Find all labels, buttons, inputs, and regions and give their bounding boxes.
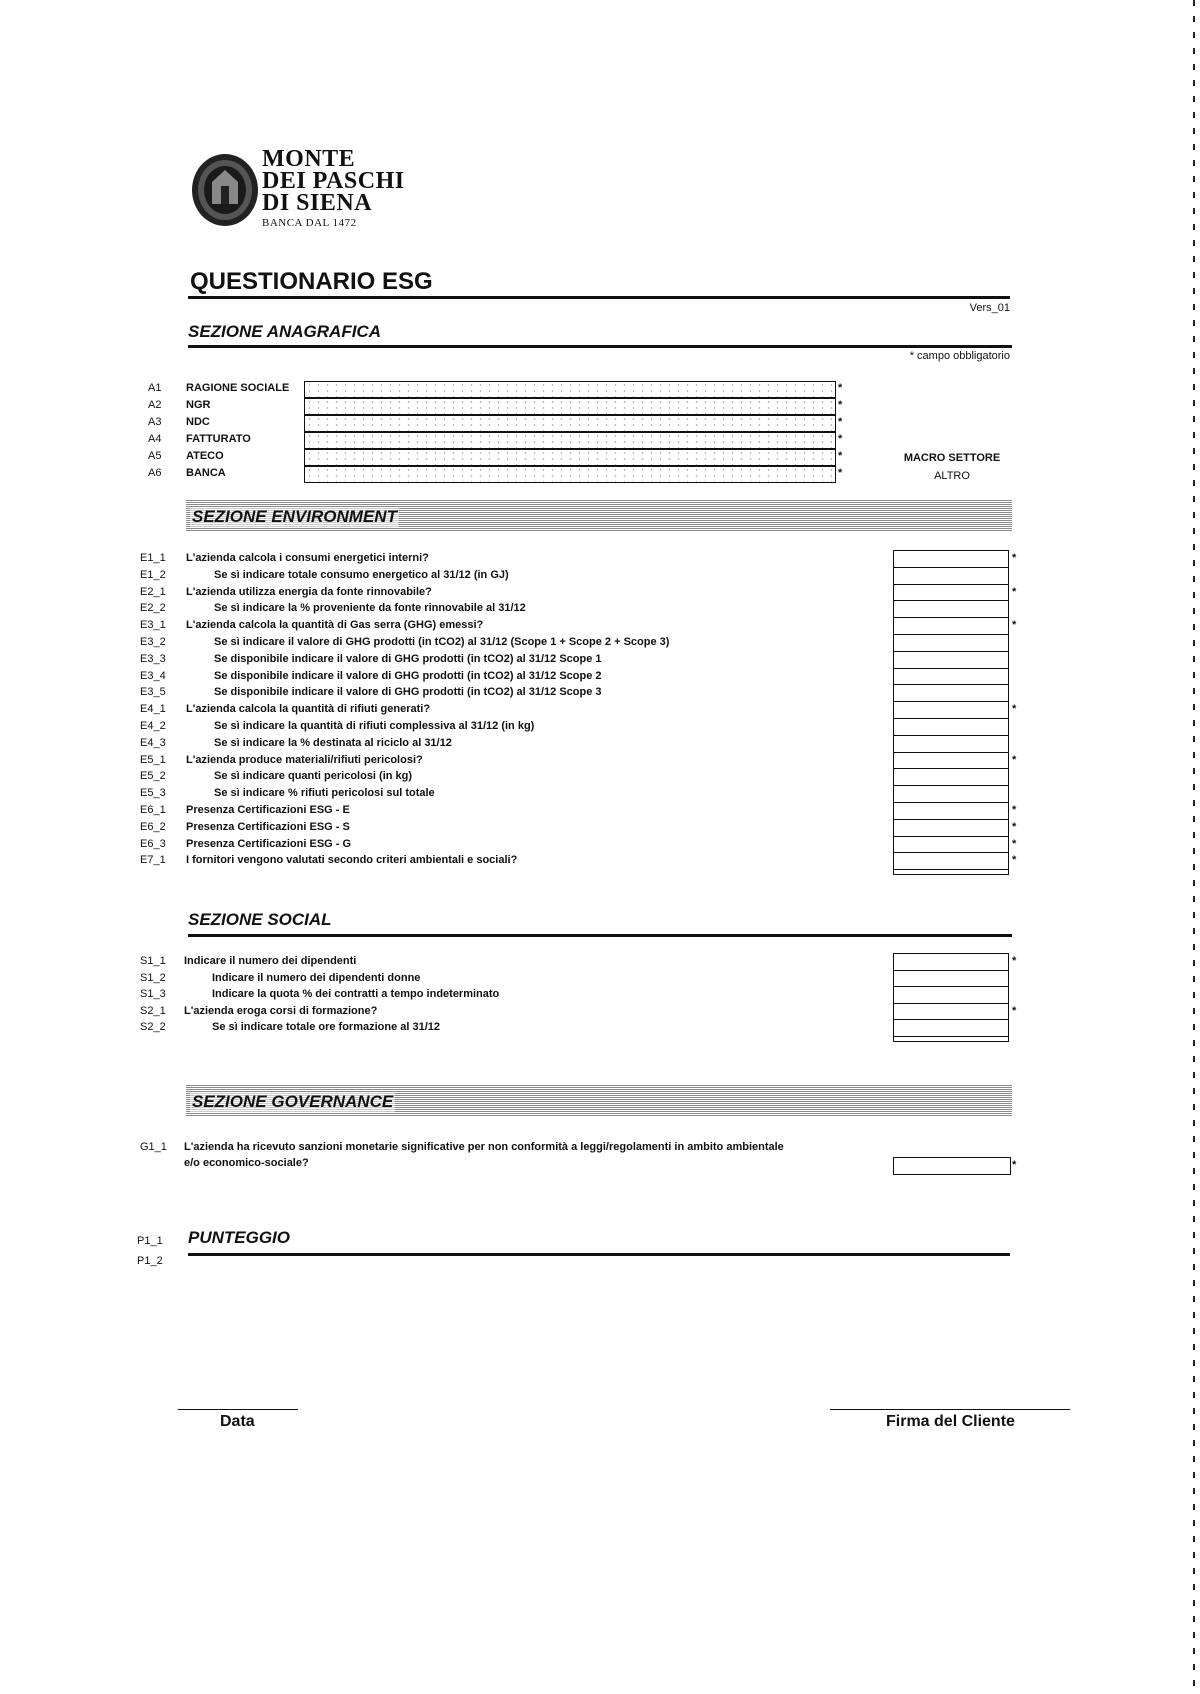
- client-signature-label: Firma del Cliente: [886, 1413, 1015, 1430]
- question-code: E1_1: [140, 552, 166, 564]
- required-marker: *: [1012, 838, 1017, 850]
- question-code: S1_2: [140, 972, 166, 984]
- question-code: E1_2: [140, 569, 166, 581]
- question-text: Presenza Certificazioni ESG - S: [186, 821, 350, 833]
- required-marker: *: [838, 467, 843, 479]
- social-answer-cell[interactable]: [894, 954, 1008, 971]
- question-code: S2_1: [140, 1005, 166, 1017]
- section-title-governance: SEZIONE GOVERNANCE: [192, 1092, 394, 1111]
- question-text: Se sì indicare la % destinata al riciclo al 31/12: [214, 737, 452, 749]
- environment-answer-cell[interactable]: [894, 702, 1008, 719]
- social-answer-cell[interactable]: [894, 1020, 1008, 1037]
- environment-answer-column: [893, 550, 1009, 875]
- question-code: E3_2: [140, 636, 166, 648]
- required-marker: *: [838, 433, 843, 445]
- question-code: E3_1: [140, 619, 166, 631]
- required-marker: *: [1012, 619, 1017, 631]
- field-code: A3: [148, 416, 162, 428]
- field-label: ATECO: [186, 450, 224, 462]
- environment-answer-cell[interactable]: [894, 568, 1008, 585]
- required-marker: *: [1012, 854, 1017, 866]
- social-answer-cell[interactable]: [894, 1004, 1008, 1021]
- required-marker: *: [838, 450, 843, 462]
- environment-answer-cell[interactable]: [894, 769, 1008, 786]
- required-marker: *: [1012, 955, 1017, 967]
- logo-subtitle: BANCA DAL 1472: [262, 217, 357, 229]
- environment-answer-cell[interactable]: [894, 635, 1008, 652]
- question-text: I fornitori vengono valutati secondo criteri ambientali e sociali?: [186, 854, 518, 866]
- field-label: NGR: [186, 399, 211, 411]
- field-code: A6: [148, 467, 162, 479]
- field-label: NDC: [186, 416, 210, 428]
- question-text: Se disponibile indicare il valore di GHG prodotti (in tCO2) al 31/12 Scope 1: [214, 653, 602, 665]
- environment-answer-cell[interactable]: [894, 585, 1008, 602]
- governance-question-line-1: L'azienda ha ricevuto sanzioni monetarie significative per non conformità a leggi/regolamenti in ambito ambientale: [184, 1141, 784, 1153]
- question-text: Presenza Certificazioni ESG - E: [186, 804, 350, 816]
- field-label: BANCA: [186, 467, 226, 479]
- scan-edge-artifact: [1193, 0, 1195, 1694]
- date-signature-line: [178, 1409, 298, 1410]
- question-text: Indicare il numero dei dipendenti donne: [212, 972, 421, 984]
- question-code: E6_1: [140, 804, 166, 816]
- question-text: L'azienda calcola la quantità di Gas serra (GHG) emessi?: [186, 619, 484, 631]
- social-rule: [188, 934, 1012, 937]
- question-code: E5_2: [140, 770, 166, 782]
- question-text: L'azienda utilizza energia da fonte rinnovabile?: [186, 586, 432, 598]
- question-code: S1_3: [140, 988, 166, 1000]
- bank-logo: [190, 148, 430, 228]
- question-code: S1_1: [140, 955, 166, 967]
- question-code: E2_2: [140, 602, 166, 614]
- question-text: L'azienda produce materiali/rifiuti pericolosi?: [186, 754, 423, 766]
- environment-answer-cell[interactable]: [894, 719, 1008, 736]
- question-code: E4_1: [140, 703, 166, 715]
- required-marker: *: [1012, 754, 1017, 766]
- question-text: L'azienda eroga corsi di formazione?: [184, 1005, 378, 1017]
- section-title-punteggio: PUNTEGGIO: [188, 1228, 291, 1247]
- question-code: E7_1: [140, 854, 166, 866]
- field-code: A5: [148, 450, 162, 462]
- environment-answer-cell[interactable]: [894, 853, 1008, 870]
- title-rule: [188, 296, 1010, 299]
- question-text: Se sì indicare la % proveniente da fonte rinnovabile al 31/12: [214, 602, 526, 614]
- anagrafica-input-field[interactable]: [304, 415, 836, 432]
- macro-settore-label: MACRO SETTORE: [903, 452, 1001, 464]
- environment-answer-cell[interactable]: [894, 601, 1008, 618]
- section-title-environment: SEZIONE ENVIRONMENT: [192, 507, 397, 526]
- question-text: Se disponibile indicare il valore di GHG prodotti (in tCO2) al 31/12 Scope 3: [214, 686, 602, 698]
- question-text: Se sì indicare il valore di GHG prodotti (in tCO2) al 31/12 (Scope 1 + Scope 2 + Scope 3): [214, 636, 670, 648]
- anagrafica-input-field[interactable]: [304, 449, 836, 466]
- required-marker: *: [838, 382, 843, 394]
- macro-settore-value: ALTRO: [934, 470, 970, 482]
- required-marker: *: [1012, 1159, 1017, 1171]
- client-signature-line: [830, 1409, 1070, 1410]
- environment-answer-cell[interactable]: [894, 551, 1008, 568]
- social-answer-column: [893, 953, 1009, 1042]
- section-title-anagrafica: SEZIONE ANAGRAFICA: [188, 322, 381, 341]
- environment-answer-cell[interactable]: [894, 820, 1008, 837]
- logo-line-1: MONTE: [262, 146, 356, 172]
- logo-line-2: DEI PASCHI: [262, 168, 405, 194]
- required-marker: *: [1012, 703, 1017, 715]
- required-marker: *: [1012, 821, 1017, 833]
- environment-answer-cell[interactable]: [894, 753, 1008, 770]
- question-text: Se disponibile indicare il valore di GHG prodotti (in tCO2) al 31/12 Scope 2: [214, 670, 602, 682]
- question-text: Se sì indicare % rifiuti pericolosi sul totale: [214, 787, 435, 799]
- required-marker: *: [1012, 552, 1017, 564]
- required-marker: *: [838, 416, 843, 428]
- required-marker: *: [838, 399, 843, 411]
- governance-question-line-2: e/o economico-sociale?: [184, 1157, 309, 1169]
- bank-seal-icon: [190, 152, 260, 228]
- social-answer-cell[interactable]: [894, 971, 1008, 988]
- question-code: S2_2: [140, 1021, 166, 1033]
- anagrafica-rule: [188, 345, 1012, 348]
- field-code: A4: [148, 433, 162, 445]
- question-text: Indicare la quota % dei contratti a tempo indeterminato: [212, 988, 500, 1000]
- anagrafica-input-field[interactable]: [304, 398, 836, 415]
- question-code: E3_4: [140, 670, 166, 682]
- environment-answer-cell[interactable]: [894, 618, 1008, 635]
- question-text: Se sì indicare totale consumo energetico al 31/12 (in GJ): [214, 569, 509, 581]
- question-text: Se sì indicare la quantità di rifiuti complessiva al 31/12 (in kg): [214, 720, 535, 732]
- required-marker: *: [1012, 586, 1017, 598]
- version-label: Vers_01: [969, 302, 1010, 314]
- question-text: Se sì indicare quanti pericolosi (in kg): [214, 770, 413, 782]
- environment-answer-cell[interactable]: [894, 669, 1008, 686]
- field-code: A1: [148, 382, 162, 394]
- section-header-environment: [186, 500, 1012, 532]
- question-code: E6_3: [140, 838, 166, 850]
- required-marker: *: [1012, 804, 1017, 816]
- governance-code: G1_1: [140, 1141, 167, 1153]
- question-code: E3_5: [140, 686, 166, 698]
- field-label: RAGIONE SOCIALE: [186, 382, 290, 394]
- section-header-governance: [186, 1085, 1012, 1117]
- logo-line-3: DI SIENA: [262, 190, 373, 216]
- question-text: L'azienda calcola i consumi energetici interni?: [186, 552, 429, 564]
- punteggio-rule: [188, 1253, 1010, 1256]
- question-code: E4_3: [140, 737, 166, 749]
- environment-answer-cell[interactable]: [894, 786, 1008, 803]
- environment-answer-cell[interactable]: [894, 837, 1008, 854]
- environment-answer-cell[interactable]: [894, 652, 1008, 669]
- environment-answer-cell[interactable]: [894, 736, 1008, 753]
- field-label: FATTURATO: [186, 433, 251, 445]
- section-title-social: SEZIONE SOCIAL: [188, 910, 332, 929]
- question-text: Indicare il numero dei dipendenti: [184, 955, 357, 967]
- document-title: QUESTIONARIO ESG: [190, 268, 433, 295]
- question-code: E5_1: [140, 754, 166, 766]
- environment-answer-cell[interactable]: [894, 685, 1008, 702]
- governance-answer-field[interactable]: [893, 1157, 1011, 1175]
- question-code: E3_3: [140, 653, 166, 665]
- question-code: E4_2: [140, 720, 166, 732]
- punteggio-code-1: P1_1: [137, 1235, 163, 1247]
- punteggio-code-2: P1_2: [137, 1255, 163, 1267]
- environment-answer-cell[interactable]: [894, 803, 1008, 820]
- anagrafica-input-field[interactable]: [304, 466, 836, 483]
- question-text: Se sì indicare totale ore formazione al 31/12: [212, 1021, 441, 1033]
- social-answer-cell[interactable]: [894, 987, 1008, 1004]
- question-code: E2_1: [140, 586, 166, 598]
- question-text: Presenza Certificazioni ESG - G: [186, 838, 352, 850]
- question-code: E5_3: [140, 787, 166, 799]
- date-label: Data: [220, 1413, 255, 1430]
- required-marker: *: [1012, 1005, 1017, 1017]
- anagrafica-input-field[interactable]: [304, 432, 836, 449]
- question-text: L'azienda calcola la quantità di rifiuti generati?: [186, 703, 431, 715]
- required-note: * campo obbligatorio: [909, 350, 1010, 362]
- question-code: E6_2: [140, 821, 166, 833]
- anagrafica-input-field[interactable]: [304, 381, 836, 398]
- field-code: A2: [148, 399, 162, 411]
